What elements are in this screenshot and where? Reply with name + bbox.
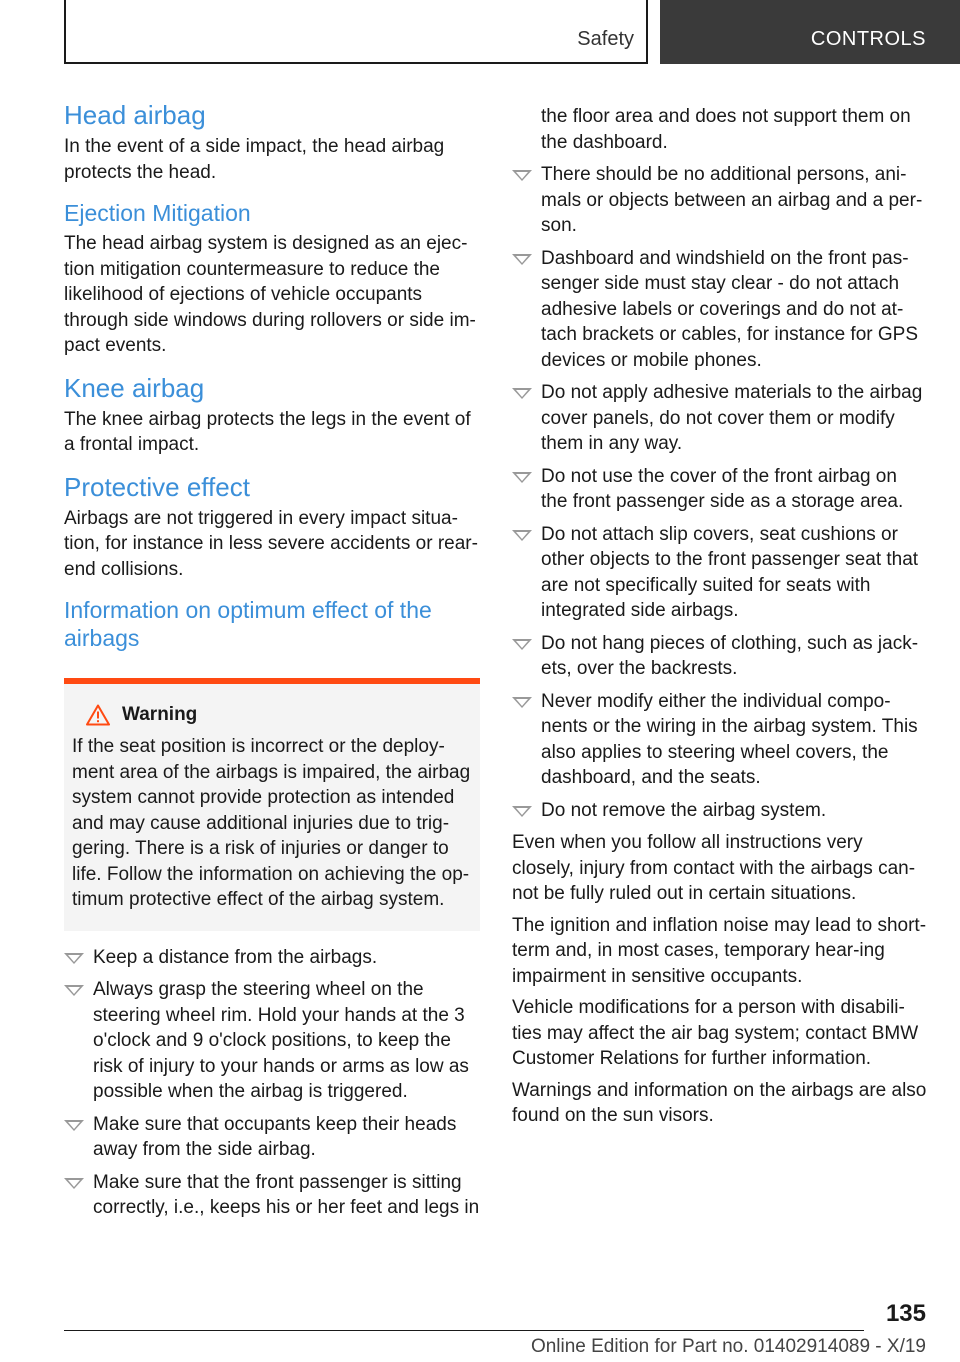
bullet-triangle-icon <box>512 530 532 541</box>
footer-edition: Online Edition for Part no. 01402914089 - X/19 <box>530 1336 926 1357</box>
header-chapter-box <box>660 0 960 64</box>
bullet-triangle-icon <box>64 953 84 964</box>
list-item: Do not use the cover of the front airbag on the front passenger side as a storage area. <box>512 464 928 515</box>
list-item: Never modify either the individual compo-nents or the wiring in the airbag system. This also applies to steering wheel covers, the dashboard, and the seats. <box>512 689 928 791</box>
list-item: Keep a distance from the airbags. <box>64 945 480 971</box>
bullet-triangle-icon <box>512 254 532 265</box>
list-item: Make sure that the front passenger is sitting correctly, i.e., keeps his or her feet and legs in <box>64 1170 480 1221</box>
paragraph-protective: Airbags are not triggered in every impact situa-tion, for instance in less severe accidents or rear-end collisions. <box>64 507 478 580</box>
heading-head-airbag: Head airbag <box>64 100 206 130</box>
warning-text: If the seat position is incorrect or the deploy-ment area of the airbags is impaired, the airbag system cannot provide protection as intended and may cause additional injuries due to trig-gering. There is a risk of injuries or danger to life. Follow the information on achieving the op-timum protective effect of the airbag system. <box>72 736 471 910</box>
bullet-triangle-icon <box>512 170 532 181</box>
warning-header <box>86 702 472 728</box>
paragraph-knee-airbag: The knee airbag protects the legs in the event of a frontal impact. <box>64 408 471 455</box>
bullet-triangle-icon <box>512 388 532 399</box>
heading-ejection: Ejection Mitigation <box>64 200 251 226</box>
footer-divider <box>64 1330 864 1331</box>
bullet-triangle-icon <box>512 697 532 708</box>
paragraph-noise-note: The ignition and inflation noise may lead to short-term and, in most cases, temporary hear-ing impairment in sensitive occupants. <box>512 914 927 987</box>
bullet-triangle-icon <box>64 1178 84 1189</box>
left-column <box>64 100 480 1228</box>
paragraph-injury-note: Even when you follow all instructions very closely, injury from contact with the airbags can-not be fully ruled out in certain situations. <box>512 832 916 904</box>
list-item: There should be no additional persons, ani-mals or objects between an airbag and a per-son. <box>512 162 928 239</box>
list-continuation: the floor area and does not support them on the dashboard. <box>541 106 911 153</box>
paragraph-modifications-note: Vehicle modifications for a person with disabili-ties may affect the air bag system; contact BMW Customer Relations for further information. <box>512 997 919 1069</box>
list-item: Always grasp the steering wheel on the steering wheel rim. Hold your hands at the 3 o'clock and 9 o'clock positions, to keep the risk of injury to your hands or arms as low as possible when the airbag is triggered. <box>64 977 480 1105</box>
page-number: 135 <box>885 1300 926 1327</box>
list-item: Do not attach slip covers, seat cushions or other objects to the front passenger seat that are not specifically suited for seats with integrated side airbags. <box>512 522 928 624</box>
right-bullet-list <box>512 162 928 823</box>
list-item: Do not remove the airbag system. <box>512 798 928 824</box>
paragraph-ejection: The head airbag system is designed as an ejec-tion mitigation countermeasure to reduce the likelihood of ejections of vehicle occupants through side windows during rollovers or side im-pact events. <box>64 233 476 356</box>
bullet-triangle-icon <box>512 806 532 817</box>
list-item: Do not hang pieces of clothing, such as jack-ets, over the backrests. <box>512 631 928 682</box>
list-item: Do not apply adhesive materials to the airbag cover panels, do not cover them or modify them in any way. <box>512 380 928 457</box>
list-item: Dashboard and windshield on the front pas-senger side must stay clear - do not attach adhesive labels or coverings and do not at-tach brackets or cables, for instance for GPS devices or mobile phones. <box>512 246 928 374</box>
heading-knee-airbag: Knee airbag <box>64 372 205 403</box>
paragraph-head-airbag: In the event of a side impact, the head airbag protects the head. <box>64 136 445 183</box>
section-protective <box>64 472 480 583</box>
header-section-label: Safety <box>577 28 634 50</box>
header-section-box <box>64 0 648 64</box>
section-ejection <box>64 199 480 359</box>
header-chapter-label: CONTROLS <box>810 28 926 50</box>
warning-title: Warning <box>122 704 198 726</box>
bullet-triangle-icon <box>512 472 532 483</box>
section-knee-airbag <box>64 373 480 458</box>
list-item: Make sure that occupants keep their heads away from the side airbag. <box>64 1112 480 1163</box>
paragraph-sun-visor-note: Warnings and information on the airbags are also found on the sun visors. <box>512 1079 927 1126</box>
warning-box <box>64 678 480 931</box>
bullet-triangle-icon <box>64 985 84 996</box>
bullet-triangle-icon <box>512 639 532 650</box>
warning-triangle-icon <box>86 704 110 726</box>
heading-info: Information on optimum effect of the airbags <box>64 597 432 651</box>
heading-protective: Protective effect <box>64 471 250 502</box>
bullet-triangle-icon <box>64 1120 84 1131</box>
left-bullet-list <box>64 945 480 1221</box>
section-head-airbag <box>64 100 480 185</box>
right-column <box>512 104 928 1135</box>
